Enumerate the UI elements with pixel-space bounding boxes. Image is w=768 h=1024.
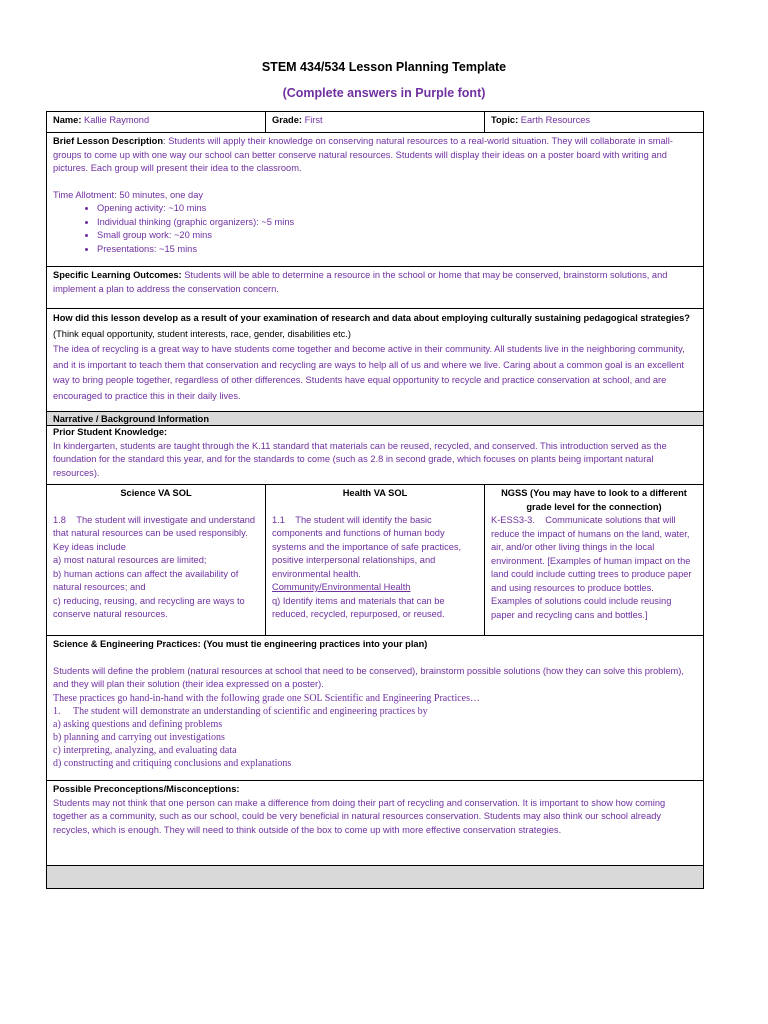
misconceptions-heading: Possible Preconceptions/Misconceptions:	[53, 784, 240, 794]
practices-cell	[47, 636, 704, 781]
name-value: Kallie Raymond	[84, 115, 150, 125]
culture-question: How did this lesson develop as a result of your examination of research and data about employing culturally sustaining pedagogical strategies? (Think equal opportunity, student interests, race, gender, disabilities etc.)	[53, 313, 690, 339]
document-subtitle: (Complete answers in Purple font)	[282, 86, 486, 100]
outcomes-row	[47, 267, 704, 309]
time-allotment	[53, 189, 697, 203]
list-item: • Opening activity: ~10 mins	[97, 202, 697, 216]
outcomes-label: Specific Learning Outcomes:	[53, 270, 182, 280]
culture-answer: The idea of recycling is a great way to have students come together and become active in their community. All students live in the neighboring community, and it is important to teach them that conservation and recycling are ways to help all of us and where we live. Caring about a common goal is an excellent way to bring people together, regardless of other differences. Students have equal opportunity to recycle and practice conservation at school, and are encouraged to practice this in their daily lives.	[53, 344, 685, 401]
ngss-cell	[485, 485, 704, 636]
health-sol-heading: Health VA SOL	[342, 488, 408, 498]
list-item: c) reducing, reusing, and recycling are ways to conserve natural resources.	[53, 595, 245, 619]
list-item: b) human actions can affect the availability of natural resources; and	[53, 568, 239, 592]
practices-heading: Science & Engineering Practices: (You must tie engineering practices into your plan)	[53, 639, 428, 649]
brief-label: Brief Lesson Description	[53, 136, 164, 146]
brief-cell	[47, 133, 704, 267]
prior-knowledge-cell	[47, 426, 704, 485]
misconceptions-row	[47, 781, 704, 866]
list-item: a) asking questions and defining problems	[53, 718, 223, 730]
empty-footer-cell	[47, 866, 704, 889]
culture-cell	[47, 309, 704, 412]
grade-label: Grade:	[272, 115, 302, 125]
list-item: a) most natural resources are limited;	[53, 555, 207, 565]
prior-label: Prior Student Knowledge:	[53, 427, 168, 437]
health-sol-subheading: Community/Environmental Health	[272, 582, 411, 592]
grade-value: First	[304, 115, 323, 125]
list-item: q) Identify items and materials that can be reduced, recycled, repurposed, or reused.	[272, 595, 445, 619]
practices-lead: These practices go hand-in-hand with the following grade one SOL Scientific and Engineering Practices…	[53, 692, 480, 704]
narrative-heading-row	[47, 412, 704, 426]
misconceptions-text: Students may not think that one person can make a difference from doing their part of recycling and conservation. It is important to show how coming together as a community, such as our school, could be very beneficial in natural resources conservation. Students may also think our school already recycles, which is enough. They will need to think outside of the box to come up with more effective conservation strategies.	[53, 797, 666, 835]
practices-row	[47, 636, 704, 781]
prior-knowledge-row	[47, 426, 704, 485]
narrative-heading: Narrative / Background Information	[47, 412, 704, 426]
info-row	[47, 112, 704, 133]
brief-row	[47, 133, 704, 267]
science-sol-text: 1.8 The student will investigate and understand that natural resources can be used responsibly. Key ideas include	[53, 514, 256, 552]
brief-description	[53, 135, 697, 176]
science-sol-cell	[47, 485, 266, 636]
document-title: STEM 434/534 Lesson Planning Template	[261, 60, 507, 74]
list-item: • Presentations: ~15 mins	[97, 243, 697, 257]
standards-row	[47, 485, 704, 636]
lesson-plan-table	[46, 111, 704, 889]
brief-text: : Students will apply their knowledge on conserving natural resources to a real-world situation. They will collaborate in small-groups to come up with one way our school can better conserve natural resources. Students will display their ideas on a poster board with writing and pictures. Each group will present their idea to the classroom.	[53, 136, 673, 173]
topic-value: Earth Resources	[520, 115, 591, 125]
ngss-text: K-ESS3-3. Communicate solutions that will reduce the impact of humans on the land, water, air, and/or other living things in the local environment. [Examples of human impact on the land could include cutting trees to produce paper and using resources to produce bottles. Examples of solutions could include reusing paper and recycling cans and bottles.]	[491, 515, 692, 620]
time-value: 50 minutes, one day	[116, 189, 204, 200]
prior-text: In kindergarten, students are taught through the K.11 standard that materials can be reused, recycled, and conserved. This introduction served as the foundation for the standard this year, and for the standards to come (such as 2.8 in second grade, which focuses on plants being important natural resources).	[53, 440, 667, 478]
practices-standard: 1. The student will demonstrate an understanding of scientific and engineering practices by	[53, 705, 428, 717]
science-sol-heading: Science VA SOL	[120, 488, 192, 498]
list-item: c) interpreting, analyzing, and evaluating data	[53, 744, 237, 756]
culture-row	[47, 309, 704, 412]
list-item: • Small group work: ~20 mins	[97, 229, 697, 243]
topic-label: Topic:	[491, 115, 519, 125]
empty-footer-row	[47, 866, 704, 889]
misconceptions-cell	[47, 781, 704, 866]
practices-text: Students will define the problem (natural resources at school that need to be conserved), brainstorm possible solutions (how they can solve this problem), and they will plan their solution (their idea expressed on a poster).	[53, 665, 684, 689]
health-sol-cell	[266, 485, 485, 636]
list-item: • Individual thinking (graphic organizers): ~5 mins	[97, 216, 697, 230]
topic-cell	[485, 112, 704, 133]
outcomes-text: Students will be able to determine a resource in the school or home that may be conserved, brainstorm solutions, and implement a plan to address the conservation concern.	[53, 270, 668, 294]
name-cell	[47, 112, 266, 133]
list-item: b) planning and carrying out investigations	[53, 731, 225, 743]
outcomes-cell	[47, 267, 704, 309]
health-sol-text: 1.1 The student will identify the basic components and functions of human body systems and the importance of safe practices, positive interpersonal relationships, and environmental health.	[272, 514, 462, 579]
time-label: Time Allotment:	[53, 189, 117, 200]
ngss-heading: NGSS (You may have to look to a different grade level for the connection)	[501, 488, 687, 512]
grade-cell	[266, 112, 485, 133]
time-list	[53, 202, 697, 256]
list-item: d) constructing and critiquing conclusions and explanations	[53, 757, 292, 769]
name-label: Name:	[53, 115, 82, 125]
